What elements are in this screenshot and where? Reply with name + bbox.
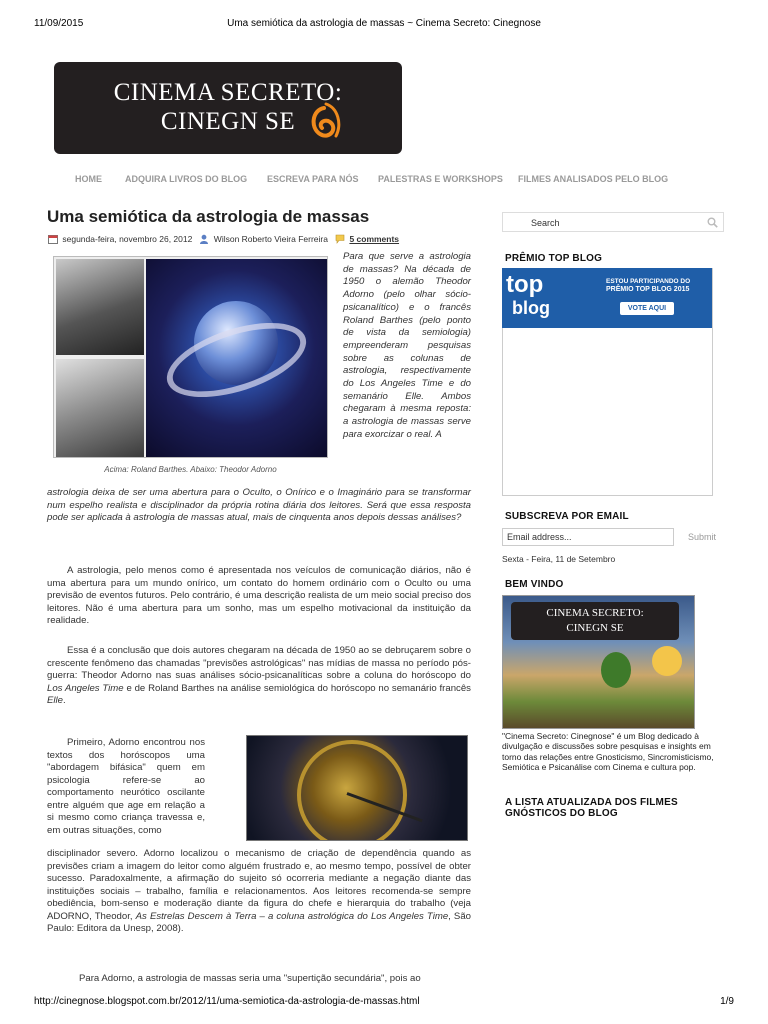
tree-shape bbox=[601, 652, 631, 688]
submit-button[interactable]: Submit bbox=[688, 532, 717, 542]
banner-top-word: top bbox=[506, 271, 544, 298]
calendar-icon bbox=[48, 234, 58, 244]
paragraph-3-start: Primeiro, Adorno encontrou nos textos dos horóscopos uma "abordagem bifásica" quem em psicologia refere-se ao comportamento neurótico oscilante entre alguém que age em relação a si mesmo como criança travessa e, em outras situações, como bbox=[47, 737, 205, 836]
nav-home[interactable]: HOME bbox=[75, 174, 102, 184]
hero-image bbox=[53, 256, 328, 458]
award-heading: PRÊMIO TOP BLOG bbox=[505, 253, 603, 264]
astronomical-clock-image bbox=[246, 735, 468, 841]
nav-books[interactable]: ADQUIRA LIVROS DO BLOG bbox=[125, 174, 248, 184]
print-title: Uma semiótica da astrologia de massas ~ Cinema Secreto: Cinegnose bbox=[227, 18, 541, 29]
top-blog-banner[interactable] bbox=[502, 268, 712, 328]
welcome-logo-line-1: CINEMA SECRETO: bbox=[546, 607, 644, 619]
email-field[interactable]: Email address... bbox=[502, 528, 674, 546]
paragraph-3-rest-a: disciplinador severo. Adorno localizou o mecanismo de criação de dependência quando as previsões criam a imagem do leitor como alguém frustrado e, ao mesmo tempo, possível de obter sucesso. Paradoxalmente, a afirmação do sujeito só ocorreria mediante a negação diante das instituições sociais – trabalho, família e relacionamentos. Aos leitores recomenda-se sempre obediência, bom-senso e moderação diante da figura do chefe e hierarquia do trabalho (veja ADORNO, Theodor, bbox=[47, 848, 471, 922]
welcome-text: "Cinema Secreto: Cinegnose" é um Blog dedicado à divulgação e discussões sobre pesquisas e insights em torno das relações entre Gnosticismo, Sincromisticismo, Semiótica e Psicanálise com Cinema e cultura pop. bbox=[502, 731, 714, 773]
hero-caption: Acima: Roland Barthes. Abaixo: Theodor Adorno bbox=[104, 465, 277, 474]
sidebar-date: Sexta - Feira, 11 de Setembro bbox=[502, 554, 616, 564]
welcome-heading: BEM VINDO bbox=[505, 579, 564, 590]
intro-continued-text: astrologia deixa de ser uma abertura para o Oculto, o Onírico e o Imaginário para se transformar num espelho realista e disciplinador da própria rotina diária dos leitores. Será que essa resposta pode ser aplicada à astrologia de massas atual, mais de cinquenta anos depois dessas análises? bbox=[47, 487, 471, 523]
banner-blog-word: blog bbox=[512, 298, 550, 318]
search-box[interactable] bbox=[502, 212, 724, 232]
paragraph-2-b: e de Roland Barthes na análise semiológica do horóscopo no semanário francês bbox=[123, 682, 471, 694]
search-label: Search bbox=[531, 218, 560, 228]
welcome-image bbox=[502, 595, 695, 729]
banner-line-1: ESTOU PARTICIPANDO DO bbox=[606, 278, 691, 285]
paragraph-4: Para Adorno, a astrologia de massas seria uma "supertição secundária", pois ao bbox=[79, 973, 421, 984]
print-page-number: 1/9 bbox=[720, 996, 734, 1007]
logo-line-1: CINEMA SECRETO: bbox=[113, 79, 343, 106]
swirl-icon bbox=[304, 102, 344, 146]
search-icon[interactable] bbox=[707, 217, 718, 228]
welcome-logo bbox=[511, 602, 679, 640]
zodiac-globe-image bbox=[146, 259, 327, 457]
paragraph-1: A astrologia, pelo menos como é apresentada nos veículos de comunicação diários, não é uma abertura para um mundo onírico, um contato do homem ordinário com o Oculto ou uma previsão de eventos futuros. Pelo contrário, é uma descrição realista de um meio social preciso dos leitores. Não é uma abertura para um sonho, mas um espelho motivacional da instituição da realidade. bbox=[47, 565, 471, 626]
nav-workshops[interactable]: PALESTRAS E WORKSHOPS bbox=[378, 174, 503, 184]
paragraph-2-elle: Elle bbox=[47, 695, 63, 706]
intro-float-text: Para que serve a astrologia de massas? Na década de 1950 o alemão Theodor Adorno (pelo olhar sócio-psicanalítico) e o francês Roland Barthes (pelo ponto de vista da semiologia) empreenderam pesquisas sobre as colunas de astrologia, respectivamente do Los Angeles Time e do semanário Elle. Ambos chegaram à mesma reposta: a astrologia de massas serve para exorcizar o real. A bbox=[343, 251, 471, 440]
print-date: 11/09/2015 bbox=[34, 18, 84, 29]
vote-button[interactable]: VOTE AQUI bbox=[620, 302, 674, 315]
blog-logo[interactable] bbox=[54, 62, 402, 154]
nav-films[interactable]: FILMES ANALISADOS PELO BLOG bbox=[518, 174, 669, 184]
paragraph-3-rest bbox=[47, 848, 471, 936]
sun-shape bbox=[652, 646, 682, 676]
post-title[interactable]: Uma semiótica da astrologia de massas bbox=[47, 207, 370, 226]
paragraph-2-c: . bbox=[63, 695, 66, 706]
post-date: segunda-feira, novembro 26, 2012 bbox=[62, 233, 193, 244]
print-url: http://cinegnose.blogspot.com.br/2012/11/uma-semiotica-da-astrologia-de-massas.html bbox=[34, 996, 420, 1007]
roland-barthes-photo bbox=[56, 259, 144, 355]
paragraph-2-a: Essa é a conclusão que dois autores chegaram na década de 1950 ao se debruçarem sobre o crescente fenômeno das chamadas "previsões astrológicas" nas mídias de massa no período pós-guerra: Theodor Adorno nas suas análises sócio-psicanalíticas sobre a coluna do horóscopo do bbox=[47, 645, 471, 681]
post-meta bbox=[48, 233, 488, 245]
main-nav bbox=[60, 174, 678, 188]
subscribe-heading: SUBSCREVA POR EMAIL bbox=[505, 511, 629, 522]
paragraph-3-rest-b: , São Paulo: Editora da Unesp, 2008). bbox=[47, 910, 471, 934]
film-list-heading[interactable]: A LISTA ATUALIZADA DOS FILMES GNÓSTICOS DO BLOG bbox=[505, 797, 678, 819]
user-icon bbox=[199, 234, 209, 244]
welcome-logo-line-2: CINEGN SE bbox=[566, 622, 624, 634]
banner-line-2: PRÊMIO TOP BLOG 2015 bbox=[606, 286, 690, 293]
clock-dial bbox=[297, 740, 407, 841]
logo-line-2: CINEGN SE bbox=[160, 108, 296, 135]
paragraph-3-book: As Estrelas Descem à Terra – a coluna astrológica do Los Angeles Time bbox=[135, 910, 449, 922]
post-author[interactable]: Wilson Roberto Vieira Ferreira bbox=[213, 233, 328, 244]
post-comments-link[interactable]: 5 comments bbox=[349, 233, 400, 244]
comment-icon bbox=[335, 234, 345, 244]
paragraph-2-lat: Los Angeles Time bbox=[47, 682, 124, 694]
theodor-adorno-photo bbox=[56, 359, 144, 457]
nav-write[interactable]: ESCREVA PARA NÓS bbox=[267, 174, 359, 184]
paragraph-2 bbox=[47, 645, 471, 708]
